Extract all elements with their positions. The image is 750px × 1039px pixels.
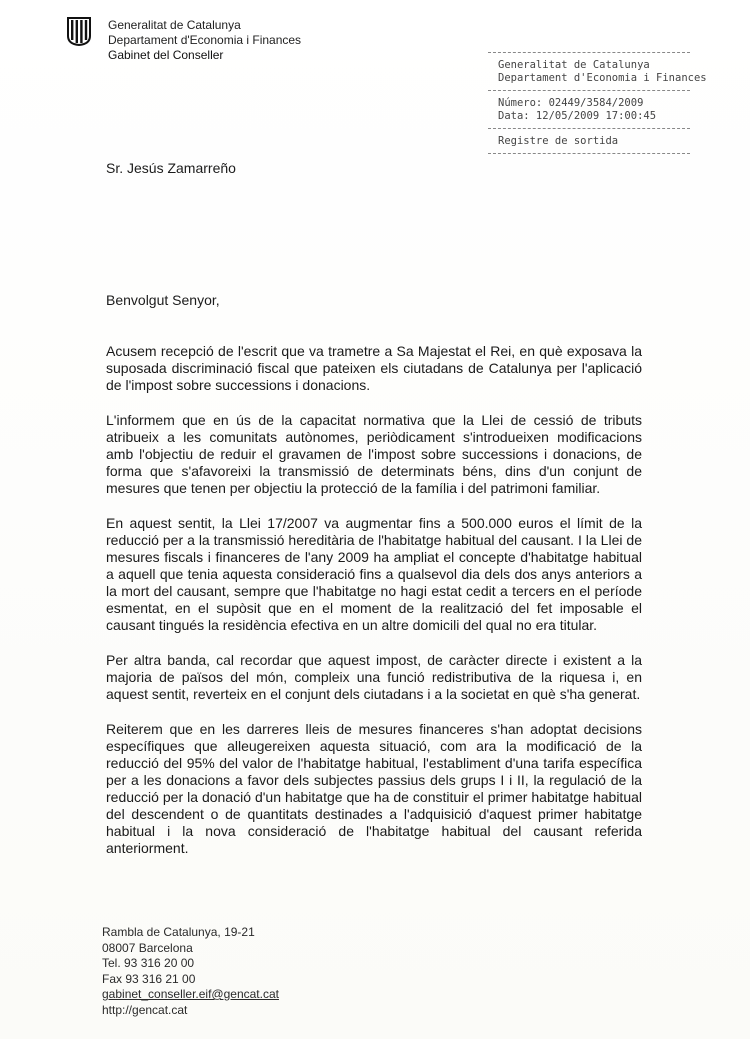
org-cabinet: Gabinet del Conseller xyxy=(108,48,224,62)
stamp-number: Número: 02449/3584/2009 xyxy=(498,97,644,109)
org-department: Departament d'Economia i Finances xyxy=(108,33,302,47)
stamp-details xyxy=(488,91,690,128)
body-paragraph: Per altra banda, cal recordar que aquest impost, de caràcter directe i existent a la majoria de països del món, compleix una funció redistributiva de la riquesa i, en aquest sentit, reverteix en el conjunt dels ciutadans i a la societat en què s'ha generat. xyxy=(106,652,642,702)
footer-address: Rambla de Catalunya, 19-21 xyxy=(102,925,255,939)
stamp-registry xyxy=(488,129,690,153)
addressee: Sr. Jesús Zamarreño xyxy=(106,160,236,176)
stamp-divider xyxy=(488,153,690,154)
stamp-date: Data: 12/05/2009 17:00:45 xyxy=(498,110,657,122)
org-name: Generalitat de Catalunya xyxy=(108,18,241,32)
stamp-registry-label: Registre de sortida xyxy=(498,135,619,147)
body-paragraph: Acusem recepció de l'escrit que va trametre a Sa Majestat el Rei, en què exposava la suposada discriminació fiscal que pateixen els ciutadans de Catalunya per l'aplicació de l'impost sobre successions i donacions. xyxy=(106,343,642,393)
salutation: Benvolgut Senyor, xyxy=(106,292,220,308)
stamp-line-2: Departament d'Economia i Finances xyxy=(498,72,707,84)
body-paragraph: En aquest sentit, la Llei 17/2007 va augmentar fins a 500.000 euros el límit de la reducció per a la transmissió hereditària de l'habitatge habitual del causant. I la Llei de mesures fiscals i financeres de l'any 2009 ha ampliat el concepte d'habitatge habitual a aquell que tenia aquesta consideració fins a qualsevol dia dels dos anys anteriors a la mort del causant, sempre que l'habitatge no hagi estat cedit a tercers en el període esmentat, en el supòsit que en el moment de la realització del fet imposable el causant tingués la residència efectiva en un altre domicili del qual no era titular. xyxy=(106,515,642,633)
organization-header xyxy=(108,18,301,63)
footer-fax: Fax 93 316 21 00 xyxy=(102,971,196,986)
body-paragraph: L'informem que en ús de la capacitat normativa que la Llei de cessió de tributs atribueix a les comunitats autònomes, periòdicament s'introdueixen modificacions amb l'objectiu de reduir el gravamen de l'impost sobre successions i donacions, de forma que s'afavoreixi la transmissió de determinats béns, dins d'un conjunt de mesures que tenen per objectiu la protecció de la família i del patrimoni familiar. xyxy=(106,412,642,496)
stamp-line-1: Generalitat de Catalunya xyxy=(498,59,650,71)
footer-city: 08007 Barcelona xyxy=(102,940,193,955)
footer-phone: Tel. 93 316 20 00 xyxy=(102,956,195,970)
letter-body xyxy=(106,343,642,875)
footer-email-link[interactable]: gabinet_conseller.eif@gencat.cat xyxy=(102,987,279,1001)
registry-stamp xyxy=(488,52,707,154)
body-paragraph: Reiterem que en les darreres lleis de mesures financeres s'han adoptat decisions específiques que alleugereixen aquesta situació, com ara la modificació de la reducció del 95% del valor de l'habitatge habitual, l'establiment d'una tarifa específica per a les donacions a favor dels subjectes passius dels grups I i II, la regulació de la reducció per la donació d'un habitatge que ha de constituir el primer habitatge habitual del descendent o de quantitats destinades a l'adquisició d'aquest primer habitatge habitual i la nova consideració de l'habitatge habitual del causant referida anteriorment. xyxy=(106,721,642,856)
generalitat-logo-icon xyxy=(66,16,92,46)
contact-footer xyxy=(102,925,279,1018)
footer-website-link[interactable]: http://gencat.cat xyxy=(102,1002,188,1017)
stamp-issuer xyxy=(488,53,707,90)
